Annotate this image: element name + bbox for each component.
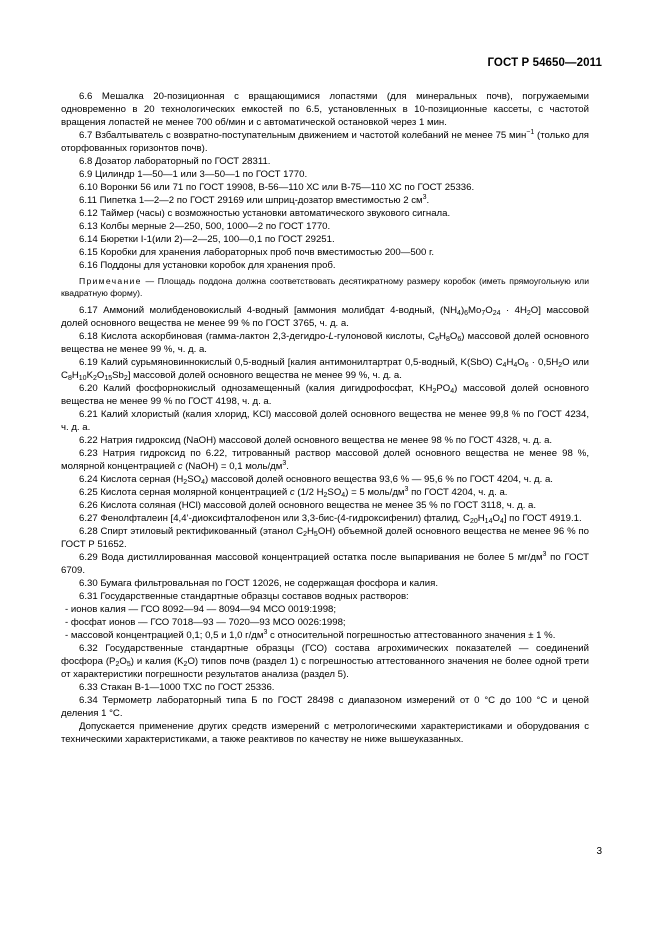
item-6-17: 6.17 Аммоний молибденовокислый 4-водный [аммония молибдат 4-водный, $(NH_4)_6Mo_7O_{24} \cdot 4H_2O$] массовой долей основного вещества не менее 99 % по ГОСТ 3765, ч. д. а. bbox=[61, 304, 589, 329]
item-6-18: 6.18 Кислота аскорбиновая (гамма-лактон 2,3-дегидро-L-гулоновой кислоты, $C_6H_8O_6$) массовой долей основного вещества не менее 99 %, ч. д. а. bbox=[61, 330, 589, 355]
item-6-14: 6.14 Бюретки I-1(или 2)—2—25, 100—0,1 по ГОСТ 29251. bbox=[79, 234, 335, 245]
item-6-19: 6.19 Калий сурьмяновиннокислый 0,5-водный [калия антимонилтартрат 0,5-водный, K(SbO) $C_4H_4O_6 \cdot 0,5H_2O$ или $C_8H_{10}K_2O_{15}Sb_2$] массовой долей основного вещества не менее 99 %, ч. д. а. bbox=[61, 356, 590, 382]
item-6-28: 6.28 Спирт этиловый ректификованный (этанол $C_2H_5OH$) объемной долей основного вещества не менее 96 % по ГОСТ Р 51652. bbox=[61, 525, 589, 550]
item-6-9: 6.9 Цилиндр 1—50—1 или 3—50—1 по ГОСТ 1770. bbox=[79, 169, 308, 180]
document-body bbox=[61, 90, 589, 746]
item-6-24: 6.24 Кислота серная $(H_2SO_4)$ массовой долей основного вещества 93,6 % — 95,6 % по ГОСТ 4204, ч. д. а. bbox=[79, 473, 553, 486]
item-6-8: 6.8 Дозатор лабораторный по ГОСТ 28311. bbox=[79, 156, 271, 167]
item-6-10: 6.10 Воронки 56 или 71 по ГОСТ 19908, В-56—110 ХС или В-75—110 ХС по ГОСТ 25336. bbox=[79, 182, 475, 193]
item-6-13: 6.13 Колбы мерные 2—250, 500, 1000—2 по ГОСТ 1770. bbox=[79, 221, 331, 232]
item-6-34: 6.34 Термометр лабораторный типа Б по ГОСТ 28498 с диапазоном измерений от 0 °С до 100 °С и ценой деления 1 °С. bbox=[61, 694, 589, 719]
item-6-12: 6.12 Таймер (часы) с возможностью установки автоматического звукового сигнала. bbox=[79, 208, 451, 219]
item-6-11: 6.11 Пипетка 1—2—2 по ГОСТ 29169 или шприц-дозатор вместимостью 2 $см^3$. bbox=[79, 194, 430, 206]
list-item: - фосфат ионов — ГСО 7018—93 — 7020—93 МСО 0026:1998; bbox=[65, 616, 346, 628]
item-6-27: 6.27 Фенолфталеин [4,4’-диоксифталофенон или 3,3-бис-(4-гидроксифенил) фталид, $C_{20}H_{14}O_4$] по ГОСТ 4919.1. bbox=[79, 512, 582, 525]
list-item: - массовой концентрацией 0,1; 0,5 и 1,0 $г/дм^3$ с относительной погрешностью аттестованного значения ± 1 %. bbox=[65, 628, 556, 641]
item-6-31: 6.31 Государственные стандартные образцы составов водных растворов: bbox=[79, 590, 409, 602]
item-6-26: 6.26 Кислота соляная (HCl) массовой долей основного вещества не менее 35 % по ГОСТ 3118, ч. д. а. bbox=[79, 499, 537, 511]
item-6-20: 6.20 Калий фосфорнокислый однозамещенный (калия дигидрофосфат, $KH_2PO_4$) массовой долей основного вещества не менее 99 % по ГОСТ 4198, ч. д. а. bbox=[61, 382, 590, 407]
item-6-33: 6.33 Стакан В-1—1000 ТХС по ГОСТ 25336. bbox=[79, 681, 275, 693]
note: Примечание — Площадь поддона должна соответствовать десятикратному размеру коробок (иметь прямоугольную или квадратную форму). bbox=[61, 276, 589, 298]
document-code: ГОСТ Р 54650—2011 bbox=[487, 57, 602, 69]
item-6-16: 6.16 Поддоны для установки коробок для хранения проб. bbox=[79, 260, 336, 271]
item-6-15: 6.15 Коробки для хранения лабораторных проб почв вместимостью 200—500 г. bbox=[79, 247, 434, 258]
item-6-6: 6.6 Мешалка 20-позиционная с вращающимися лопастями (для минеральных почв), погружаемыми одновременно в 20 технологических емкостей по 6.5, установленных в 10-позиционные кассеты, с частотой вращения лопастей не менее 700 об/мин и с автоматической остановкой через 1 мин. bbox=[61, 91, 589, 128]
item-6-22: 6.22 Натрия гидроксид (NaOH) массовой долей основного вещества не менее 98 % по ГОСТ 4328, ч. д. а. bbox=[79, 434, 553, 446]
item-6-23: 6.23 Натрия гидроксид по 6.22, титрованный раствор массовой долей основного вещества не менее 98 %, молярной концентрацией c (NaOH) = 0,1 моль/$дм^3$. bbox=[61, 447, 589, 472]
item-6-30: 6.30 Бумага фильтровальная по ГОСТ 12026, не содержащая фосфора и калия. bbox=[79, 577, 438, 589]
item-6-21: 6.21 Калий хлористый (калия хлорид, KCl) массовой долей основного вещества не менее 99,8 % по ГОСТ 4234, ч. д. а. bbox=[61, 408, 589, 433]
item-6-32: 6.32 Государственные стандартные образцы (ГСО) состава агрохимических показателей — соединений фосфора $(P_2O_5)$ и калия $(K_2O)$ типов почв (раздел 1) с погрешностью аттестованного значения не более одной трети от характеристики погрешности результатов анализа (раздел 5). bbox=[61, 642, 590, 680]
item-6-7: 6.7 Взбалтыватель с возвратно-поступательным движением и частотой колебаний не менее 75 мин$^{-1}$ (только для оторфованных горизонтов почв). bbox=[61, 129, 589, 154]
list-item: - ионов калия — ГСО 8092—94 — 8094—94 МСО 0019:1998; bbox=[65, 603, 337, 615]
page-number: 3 bbox=[596, 846, 602, 857]
item-6-29: 6.29 Вода дистиллированная массовой концентрацией остатка после выпаривания не более 5 $мг/дм^3$ по ГОСТ 6709. bbox=[61, 550, 589, 576]
item-6-25: 6.25 Кислота серная молярной концентрацией c (1/2 $H_2SO_4) = 5$ моль/$дм^3$ по ГОСТ 4204, ч. д. а. bbox=[79, 485, 508, 499]
note-label: Примечание bbox=[79, 276, 142, 286]
closing-paragraph: Допускается применение других средств измерений с метрологическими характеристиками и оборудования с техническими характеристиками, а также реактивов по качеству не ниже вышеуказанных. bbox=[61, 720, 589, 745]
